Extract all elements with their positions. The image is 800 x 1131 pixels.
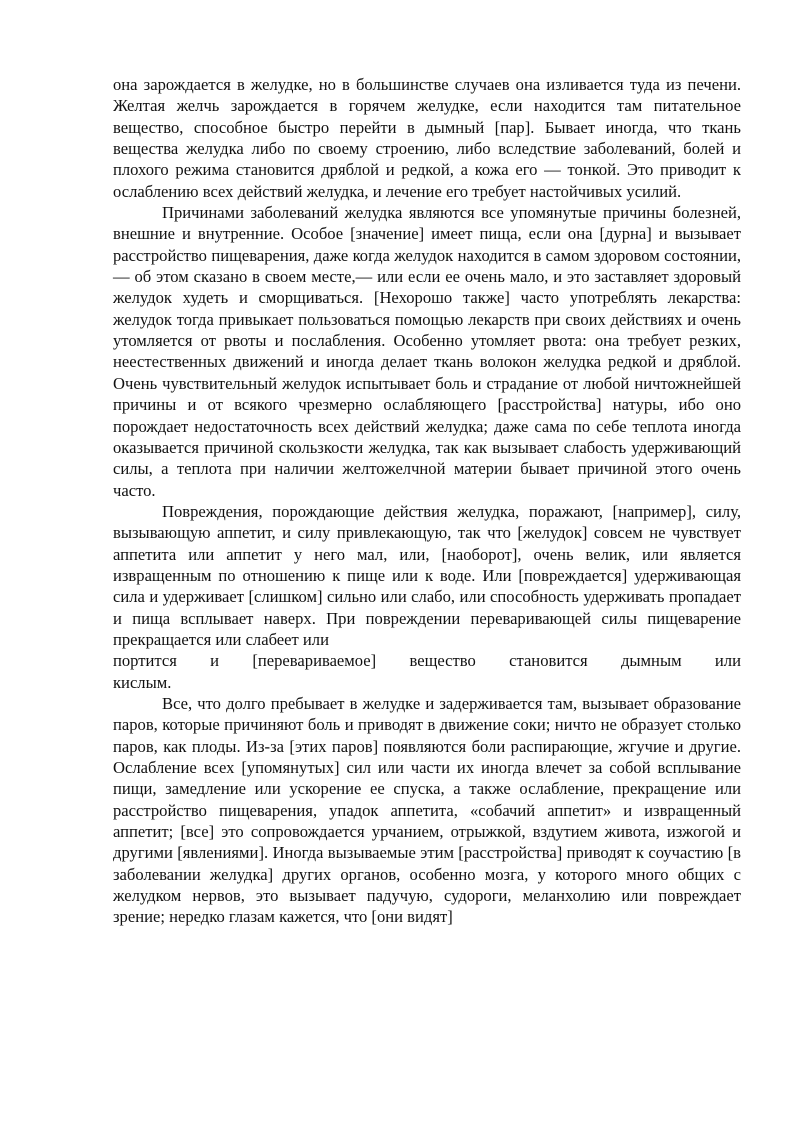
spread-word: [перевариваемое] [252, 651, 377, 671]
document-page [113, 74, 741, 928]
paragraph-2: Причинами заболеваний желудка являются все упомянутые причины болезней, внешние и внутренние. Особое [значение] имеет пища, если она [дурна] и вызывает расстройство пищеварения, даже когда желудок находится в самом здоровом состоянии,— об этом сказано в своем месте,— или если ее очень мало, и это заставляет здоровый желудок худеть и сморщиваться. [Нехорошо также] часто употреблять лекарства: желудок тогда привыкает пользоваться помощью лекарств при своих действиях и очень утомляется от рвоты и послабления. Особенно утомляет рвота: она требует резких, неестественных движений и иногда делает ткань волокон желудка редкой и дряблой. Очень чувствительный желудок испытывает боль и страдание от любой ничтожнейшей причины и от всякого чрезмерно ослабляющего [расстройства] натуры, ибо оно порождает недостаточность всех действий желудка; даже сама по себе теплота иногда оказывается причиной скользкости желудка, так как вызывает слабость удерживающий силы, а теплота при наличии желтожелчной материи бывает причиной этого очень часто. [113, 203, 741, 500]
paragraph-3: Повреждения, порождающие действия желудка, поражают, [например], силу, вызывающую аппетит, и силу привлекающую, так что [желудок] совсем не чувствует аппетита или аппетит у него мал, или, [наоборот], очень велик, или является извращенным по отношению к пище или к воде. Или [повреждается] удерживающая сила и удерживает [слишком] сильно или слабо, или способность удерживать пропадает и пища всплывает наверх. При повреждении переваривающей силы пищеварение прекращается или слабеет или [113, 501, 741, 649]
spread-word: или [714, 651, 741, 671]
spread-line [113, 650, 741, 671]
spread-word: вещество [409, 651, 476, 671]
paragraph-1: она зарождается в желудке, но в большинстве случаев она изливается туда из печени. Желтая желчь зарождается в горячем желудке, если находится там питательное вещество, способное быстро перейти в дымный [пар]. Бывает иногда, что ткань вещества желудка либо по своему строению, либо вследствие заболеваний, болей и плохого режима становится дряблой и редкой, а кожа его — тонкой. Это приводит к ослаблению всех действий желудка, и лечение его требует настойчивых усилий. [113, 75, 741, 201]
paragraph-3-continuation: кислым. [113, 672, 172, 692]
spread-word: и [210, 651, 220, 671]
paragraph-4: Все, что долго пребывает в желудке и задерживается там, вызывает образование паров, которые причиняют боль и приводят в движение соки; ничто не образует столько паров, как плоды. Из-за [этих паров] появляются боли распирающие, жгучие и другие. Ослабление всех [упомянутых] сил или части их иногда влечет за собой всплывание пищи, замедление или ускорение ее спуска, а также ослабление, прекращение или расстройство пищеварения, упадок аппетита, «собачий аппетит» и извращенный аппетит; [все] это сопровождается урчанием, отрыжкой, вздутием живота, изжогой и другими [явлениями]. Иногда вызываемые этим [расстройства] приводят к соучастию [в заболевании желудка] других органов, особенно мозга, у которого много общих с желудком нервов, это вызывает падучую, судороги, меланхолию или повреждает зрение; нередко глазам кажется, что [они видят] [113, 693, 741, 927]
spread-word: портится [113, 651, 177, 671]
spread-word: становится [509, 651, 588, 671]
spread-word: дымным [620, 651, 682, 671]
